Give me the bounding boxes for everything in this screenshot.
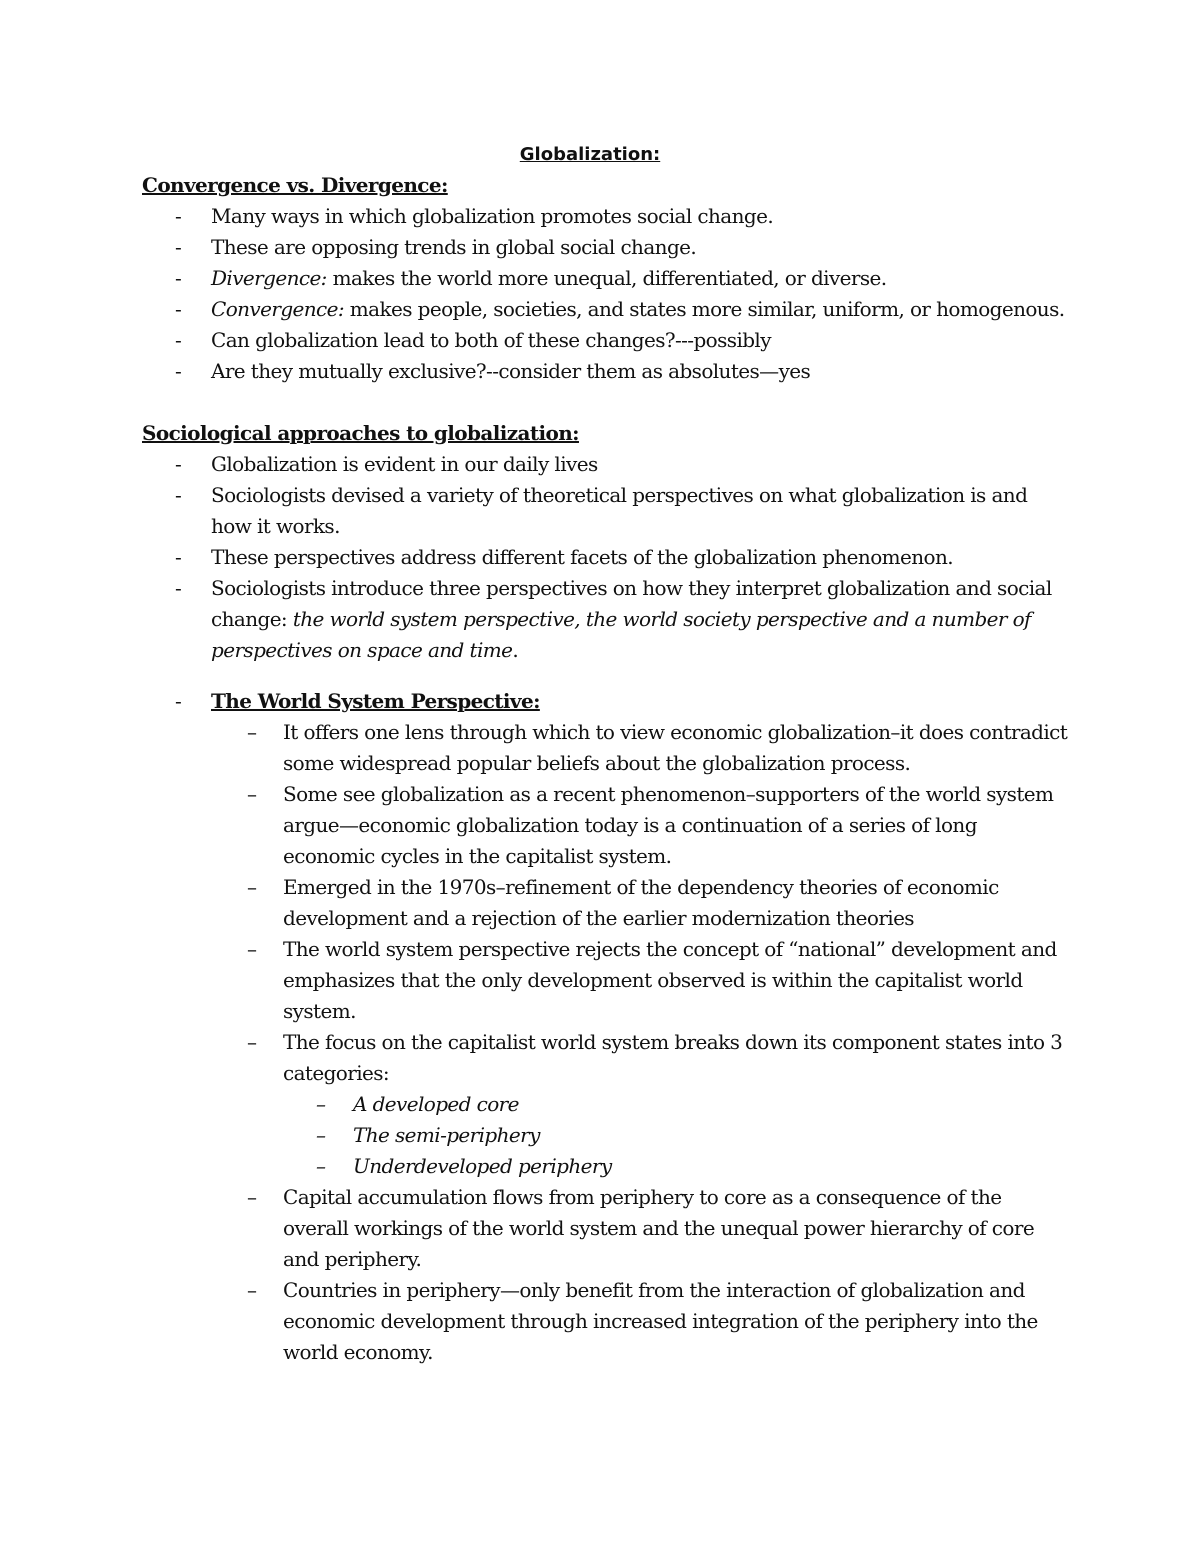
list-item: - Are they mutually exclusive?--consider them as absolutes—yes	[142, 356, 1072, 387]
list-item: – Emerged in the 1970s–refinement of the dependency theories of economic development and a rejection of the earlier modernization theories	[142, 872, 1072, 934]
list-item: – Countries in periphery—only benefit from the interaction of globalization and economic development through increased integration of the periphery into the world economy.	[142, 1275, 1072, 1368]
list-item: - These are opposing trends in global social change.	[142, 232, 1072, 263]
list-item: - Many ways in which globalization promotes social change.	[142, 201, 1072, 232]
sociological-list	[142, 449, 1072, 666]
page-title: Globalization:	[519, 144, 661, 165]
list-item: - Divergence: makes the world more unequal, differentiated, or diverse.	[142, 263, 1072, 294]
list-item: - These perspectives address different facets of the globalization phenomenon.	[142, 542, 1072, 573]
world-system-list	[142, 686, 1072, 1368]
list-item: - Globalization is evident in our daily lives	[142, 449, 1072, 480]
category-list	[142, 1089, 1072, 1182]
section-heading-world-system: The World System Perspective:	[211, 689, 540, 713]
list-item: – The focus on the capitalist world system breaks down its component states into 3 categories: – A developed core – The semi-periphery – Underdeveloped periphery	[142, 1027, 1072, 1182]
list-item: - Can globalization lead to both of these changes?---possibly	[142, 325, 1072, 356]
category-item: – The semi-periphery	[142, 1120, 1072, 1151]
list-item: – Capital accumulation flows from periphery to core as a consequence of the overall workings of the world system and the unequal power hierarchy of core and periphery.	[142, 1182, 1072, 1275]
section-heading-sociological: Sociological approaches to globalization:	[142, 421, 579, 445]
term-convergence: Convergence:	[211, 297, 345, 321]
document-body	[142, 170, 1072, 1368]
list-item	[142, 686, 1072, 1368]
list-item: - Convergence: makes people, societies, and states more similar, uniform, or homogenous.	[142, 294, 1072, 325]
perspectives-italic: the world system perspective, the world society perspective and a number of perspectives on space and time	[211, 607, 1031, 662]
category-item: – Underdeveloped periphery	[142, 1151, 1072, 1182]
term-divergence: Divergence:	[211, 266, 327, 290]
list-item: – Some see globalization as a recent phenomenon–supporters of the world system argue—economic globalization today is a continuation of a series of long economic cycles in the capitalist system.	[142, 779, 1072, 872]
list-item: – The world system perspective rejects the concept of “national” development and emphasizes that the only development observed is within the capitalist world system.	[142, 934, 1072, 1027]
list-item: – It offers one lens through which to view economic globalization–it does contradict some widespread popular beliefs about the globalization process.	[142, 717, 1072, 779]
convergence-list	[142, 201, 1072, 387]
list-item: - Sociologists devised a variety of theoretical perspectives on what globalization is and how it works.	[142, 480, 1072, 542]
world-system-points	[142, 717, 1072, 1368]
category-item: – A developed core	[142, 1089, 1072, 1120]
list-item: - Sociologists introduce three perspectives on how they interpret globalization and social change: the world system perspective, the world society perspective and a number of perspectives on space and time.	[142, 573, 1072, 666]
section-heading-convergence: Convergence vs. Divergence:	[142, 173, 448, 197]
